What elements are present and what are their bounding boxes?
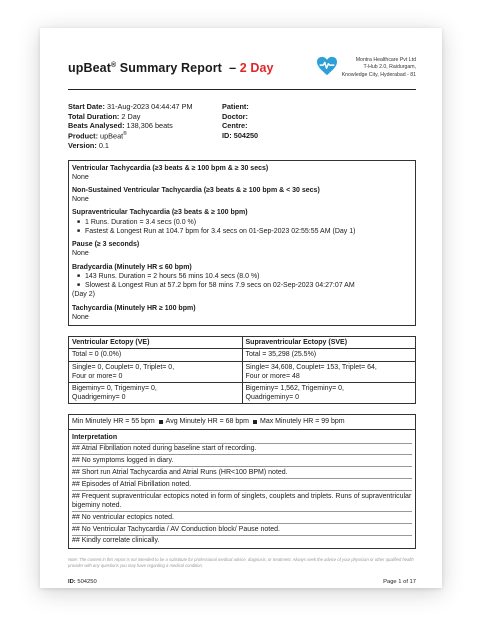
tachycardia-title: Tachycardia (Minutely HR ≥ 100 bpm) [72, 304, 196, 312]
total-duration: 2 Day [121, 111, 141, 121]
report-header [68, 50, 416, 86]
interpretation-title: Interpretation [72, 432, 412, 444]
interpretation [69, 430, 415, 549]
vt-title: Ventricular Tachycardia (≥3 beats & ≥ 100 bpm & ≥ 30 secs) [72, 164, 269, 172]
bullet-square-icon [253, 420, 257, 424]
sve-column [242, 337, 416, 403]
sve-patterns: Bigeminy= 1,562, Trigeminy= 0, Quadrigeminy= 0 [243, 382, 416, 403]
sve-title: Supraventricular Ectopy (SVE) [245, 339, 348, 347]
ve-patterns: Bigeminy= 0, Trigeminy= 0, Quadrigeminy= 0 [69, 382, 242, 403]
product: upBeat [100, 131, 124, 141]
centre-label: Centre: [222, 121, 248, 131]
ectopy-table [68, 336, 416, 404]
bradycardia-list [72, 272, 412, 290]
heart-rate-summary [69, 415, 415, 429]
heart-logo-icon [316, 56, 338, 79]
pause-value: None [72, 250, 89, 258]
interpretation-row: ## Atrial Fibrillation noted during baseline start of recording. [72, 444, 412, 456]
page-number: Page 1 of 17 [383, 579, 416, 586]
min-hr: Min Minutely HR = 55 bpm [72, 418, 155, 426]
ve-title: Ventricular Ectopy (VE) [72, 339, 150, 347]
svt-list [72, 218, 412, 236]
interpretation-row: ## Episodes of Atrial Fibrillation noted. [72, 479, 412, 491]
patient-metadata: Start Date: 31-Aug-2023 04:44:47 PM Total Duration: 2 Day Beats Analysed: 138,306 beats Product: upBeat® Version: 0.1 Patient: Doctor: Centre: ID: 504250 [68, 102, 259, 150]
interpretation-row: ## No symptoms logged in diary. [72, 455, 412, 467]
heart-rate-and-interpretation [68, 414, 416, 549]
title-text: Summary Report – [116, 60, 240, 75]
page-footer: ID: 504250 Page 1 of 17 [68, 579, 416, 586]
ve-total: Total = 0 (0.0%) [69, 348, 242, 360]
title-brand: upBeat [68, 60, 111, 75]
disclaimer-note: Note: The content in this report is not intended to be a substitute for professional medical advice, diagnosis, or treatment. Always seek the advice of your physician or other qualified health provider with any questions you may have regarding a medical condition. [68, 557, 414, 568]
title-days: 2 Day [239, 60, 274, 75]
sve-total: Total = 35,298 (25.5%) [243, 348, 416, 360]
avg-hr: Avg Minutely HR = 68 bpm [165, 418, 249, 426]
patient-label: Patient: [222, 102, 249, 111]
list-item: ■ Slowest & Longest Run at 57.2 bpm for 58 mins 7.9 secs on 02-Sep-2023 04:27:07 AM [85, 281, 412, 290]
company-branding [316, 56, 416, 79]
footer-id: 504250 [77, 579, 97, 586]
ve-counts: Single= 0, Couplet= 0, Triplet= 0, Four or more= 0 [69, 361, 242, 382]
interpretation-row: ## No ventricular ectopics noted. [72, 512, 412, 524]
list-item: ■ 143 Runs. Duration = 2 hours 56 mins 10.4 secs (8.0 %) [85, 272, 412, 281]
bradycardia-title: Bradycardia (Minutely HR ≤ 60 bpm) [72, 263, 192, 271]
ve-column [69, 337, 242, 403]
doctor-label: Doctor: [222, 111, 248, 121]
patient-id: 504250 [233, 130, 259, 140]
start-date: 31-Aug-2023 04:44:47 PM [106, 102, 193, 111]
interpretation-row: ## Kindly correlate clinically. [72, 537, 160, 545]
nsvt-value: None [72, 196, 89, 204]
max-hr: Max Minutely HR = 99 bpm [260, 418, 345, 426]
bradycardia-continuation: (Day 2) [72, 291, 95, 299]
report-page [40, 28, 442, 588]
vt-value: None [72, 173, 89, 181]
interpretation-row: ## Short run Atrial Tachycardia and Atrial Runs (HR<100 BPM) noted. [72, 467, 412, 479]
nsvt-title: Non-Sustained Ventricular Tachycardia (≥3 beats & ≥ 100 bpm & < 30 secs) [72, 187, 320, 195]
version: 0.1 [98, 140, 109, 150]
company-address: Montra Healthcare Pvt Ltd T-Hub 2.0, Raidurgam, Knowledge City, Hyderabad - 81 [341, 57, 416, 78]
arrhythmia-summary [68, 160, 416, 327]
title-reg-mark: ® [110, 61, 117, 69]
list-item: ■ Fastest & Longest Run at 104.7 bpm for 3.4 secs on 01-Sep-2023 02:55:55 AM (Day 1) [85, 227, 412, 236]
svt-title: Supraventricular Tachycardia (≥3 beats & ≥ 100 bpm) [72, 209, 248, 217]
interpretation-row: ## Frequent supraventricular ectopics noted in form of singlets, couplets and triplets. Runs of supraventricular bigeminy noted. [72, 491, 412, 512]
beats-analysed: 138,306 beats [126, 121, 173, 131]
pause-title: Pause (≥ 3 seconds) [72, 241, 140, 249]
bullet-square-icon [159, 420, 163, 424]
interpretation-row: ## No Ventricular Tachycardia / AV Conduction block/ Pause noted. [72, 524, 412, 536]
tachycardia-value: None [72, 313, 89, 321]
list-item: ■ 1 Runs. Duration = 3.4 secs (0.0 %) [85, 218, 412, 227]
report-title [68, 60, 274, 77]
sve-counts: Single= 34,608, Couplet= 153, Triplet= 64, Four or more= 48 [243, 361, 416, 382]
header-divider [68, 89, 416, 90]
